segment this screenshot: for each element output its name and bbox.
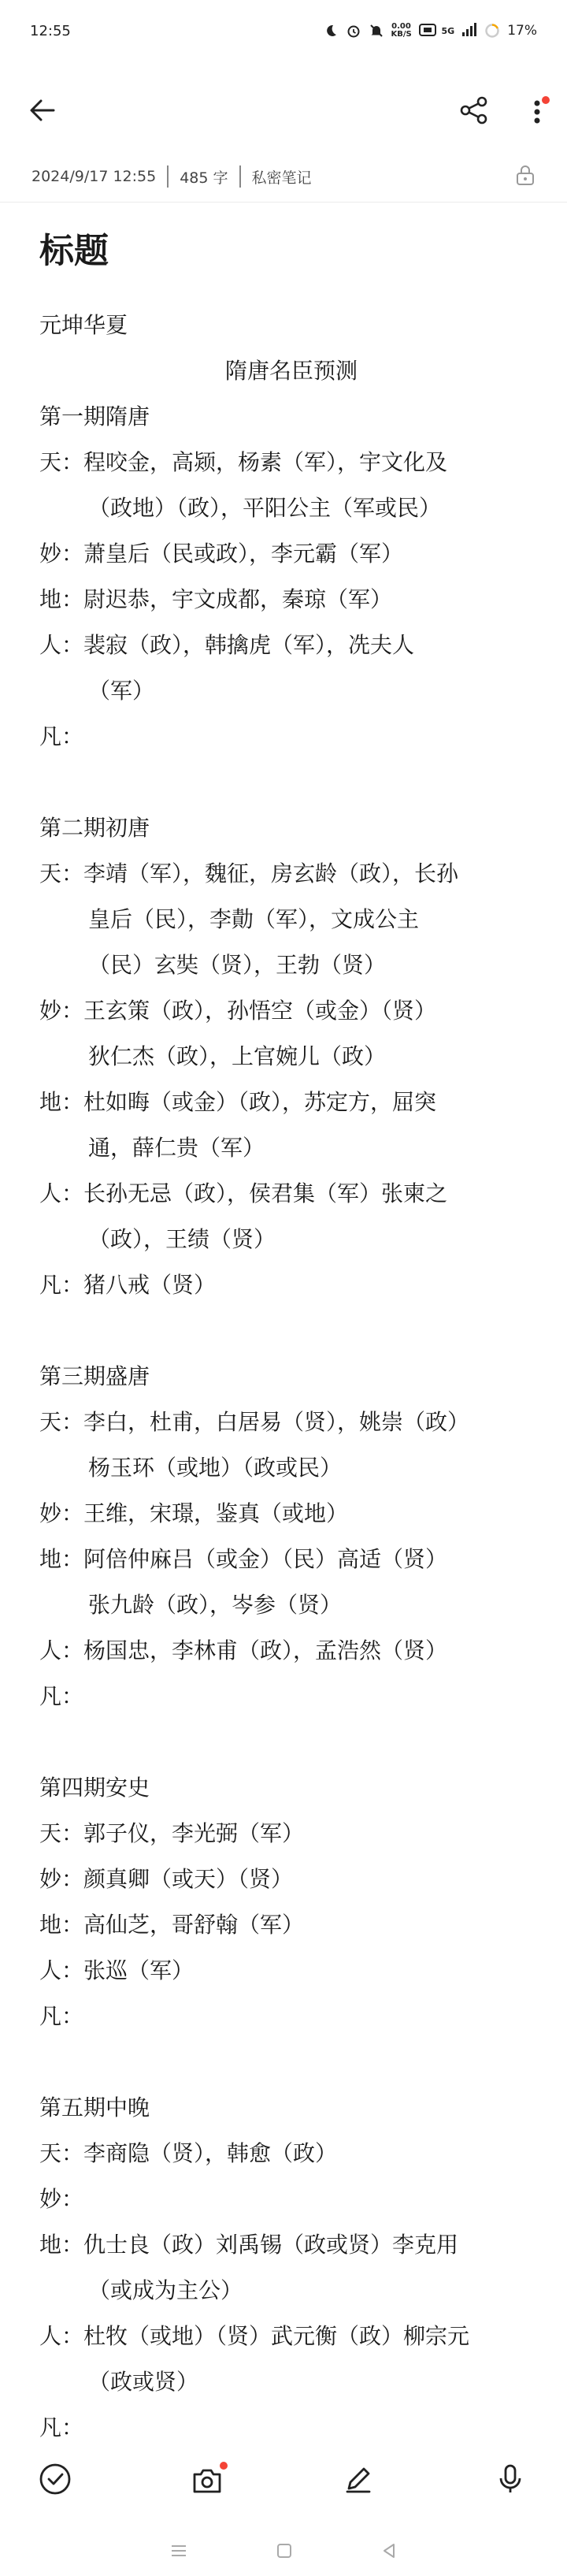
nfc-icon: [419, 23, 435, 39]
note-line: （政地）（政），平阳公主（军或民）: [88, 495, 442, 521]
note-meta-bar: [0, 158, 567, 195]
status-time: 12:55: [30, 22, 71, 39]
blank-line: [39, 2039, 543, 2085]
note-line: （政或贤）: [88, 2369, 199, 2395]
note-line: 地：高仙芝，哥舒翰（军）: [39, 1912, 305, 1938]
pen-icon[interactable]: [341, 2462, 376, 2500]
bell-off-icon: [369, 23, 384, 39]
note-body[interactable]: [39, 222, 543, 2451]
note-line: 人：杜牧（或地）（贤）武元衡（政）柳宗元: [39, 2323, 470, 2349]
note-line: 皇后（民），李勣（军），文成公主: [88, 906, 420, 932]
note-line: 地：尉迟恭，宇文成都，秦琼（军）: [39, 586, 393, 612]
note-line: 凡：: [39, 2003, 84, 2029]
note-line: （政），王绩（贤）: [88, 1226, 276, 1252]
back-arrow-icon[interactable]: [27, 95, 58, 129]
note-line: 凡：: [39, 723, 84, 749]
note-line: 第一期隋唐: [39, 403, 150, 429]
note-line: 人：杨国忠，李林甫（政），孟浩然（贤）: [39, 1637, 448, 1663]
checklist-icon[interactable]: [38, 2462, 72, 2500]
blank-line: [39, 1719, 543, 1765]
blank-line: [39, 1308, 543, 1354]
network-speed: 0.00 KB/S: [391, 22, 412, 39]
note-line: 天：李白，杜甫，白居易（贤），姚崇（政）: [39, 1409, 470, 1435]
note-line: 妙：颜真卿（或天）（贤）: [39, 1866, 294, 1892]
app-bar: [0, 77, 567, 147]
note-line: 天：程咬金，高颎，杨素（军），宇文化及: [39, 449, 448, 475]
lock-icon[interactable]: [515, 164, 536, 190]
note-line: 张九龄（政），岑参（贤）: [88, 1592, 343, 1618]
note-line: 妙：: [39, 2186, 84, 2212]
note-line: 天：李商隐（贤），韩愈（政）: [39, 2140, 338, 2166]
note-line: 人：张巡（军）: [39, 1957, 195, 1983]
note-line: 第二期初唐: [39, 815, 150, 841]
back-nav-icon[interactable]: [380, 2542, 398, 2563]
microphone-icon[interactable]: [493, 2462, 528, 2500]
meta-separator: [239, 165, 241, 188]
share-icon[interactable]: [458, 95, 490, 129]
note-line: （军）: [88, 678, 155, 704]
note-line: 杨玉环（或地）（政或民）: [88, 1455, 343, 1481]
battery-icon: [484, 23, 500, 39]
note-line: 妙：王玄策（政），孙悟空（或金）（贤）: [39, 998, 437, 1024]
note-line: 凡：: [39, 2414, 84, 2440]
signal-icon: [461, 23, 477, 39]
status-bar: [0, 0, 567, 61]
bottom-toolbar: [0, 2433, 567, 2528]
note-line: 通，薛仁贵（军）: [88, 1135, 265, 1161]
menu-nav-icon[interactable]: [169, 2543, 188, 2562]
more-options-icon[interactable]: [531, 96, 543, 128]
home-nav-icon[interactable]: [276, 2542, 293, 2563]
note-line: 地：仇士良（政）刘禹锡（政或贤）李克用: [39, 2232, 459, 2258]
note-line: 狄仁杰（政），上官婉儿（政）: [88, 1043, 387, 1069]
note-line: 第三期盛唐: [39, 1363, 150, 1389]
meta-separator: [167, 165, 169, 188]
battery-level: 17%: [507, 23, 537, 39]
note-line: 天：李靖（军），魏征，房玄龄（政），长孙: [39, 861, 459, 887]
note-line: （民）玄奘（贤），王勃（贤）: [88, 952, 387, 978]
note-char-count: 485 字: [180, 169, 228, 187]
moon-icon: [323, 23, 339, 39]
note-line: 第五期中晚: [39, 2095, 150, 2121]
note-line: 妙：萧皇后（民或政），李元霸（军）: [39, 541, 404, 567]
note-line: 隋唐名臣预测: [224, 358, 358, 384]
blank-line: [39, 760, 543, 805]
note-datetime: 2024/9/17 12:55: [32, 168, 157, 185]
note-line: 元坤华夏: [39, 312, 128, 338]
note-notebook[interactable]: 私密笔记: [251, 169, 312, 187]
note-line: 妙：王维，宋璟，鉴真（或地）: [39, 1500, 349, 1526]
camera-icon[interactable]: [190, 2463, 224, 2498]
note-line: 天：郭子仪，李光弼（军）: [39, 1820, 305, 1846]
status-icons: [323, 23, 537, 39]
note-line: 地：杜如晦（或金）（政），苏定方，屈突: [39, 1089, 437, 1115]
notification-dot: [542, 96, 550, 104]
notification-dot: [220, 2462, 228, 2470]
note-line: 第四期安史: [39, 1775, 150, 1801]
system-nav-bar: [0, 2528, 567, 2576]
note-line: 凡：猪八戒（贤）: [39, 1272, 217, 1298]
signal-label: 5G: [441, 25, 455, 36]
note-line: 地：阿倍仲麻吕（或金）（民）高适（贤）: [39, 1546, 448, 1572]
note-line: 凡：: [39, 1683, 84, 1709]
alarm-icon: [346, 23, 361, 39]
note-line: 人：裴寂（政），韩擒虎（军），冼夫人: [39, 632, 415, 658]
note-line: （或成为主公）: [88, 2277, 243, 2303]
note-title[interactable]: 标题: [39, 231, 109, 271]
divider: [0, 202, 567, 203]
note-line: 人：长孙无忌（政），侯君集（军）张柬之: [39, 1180, 448, 1206]
